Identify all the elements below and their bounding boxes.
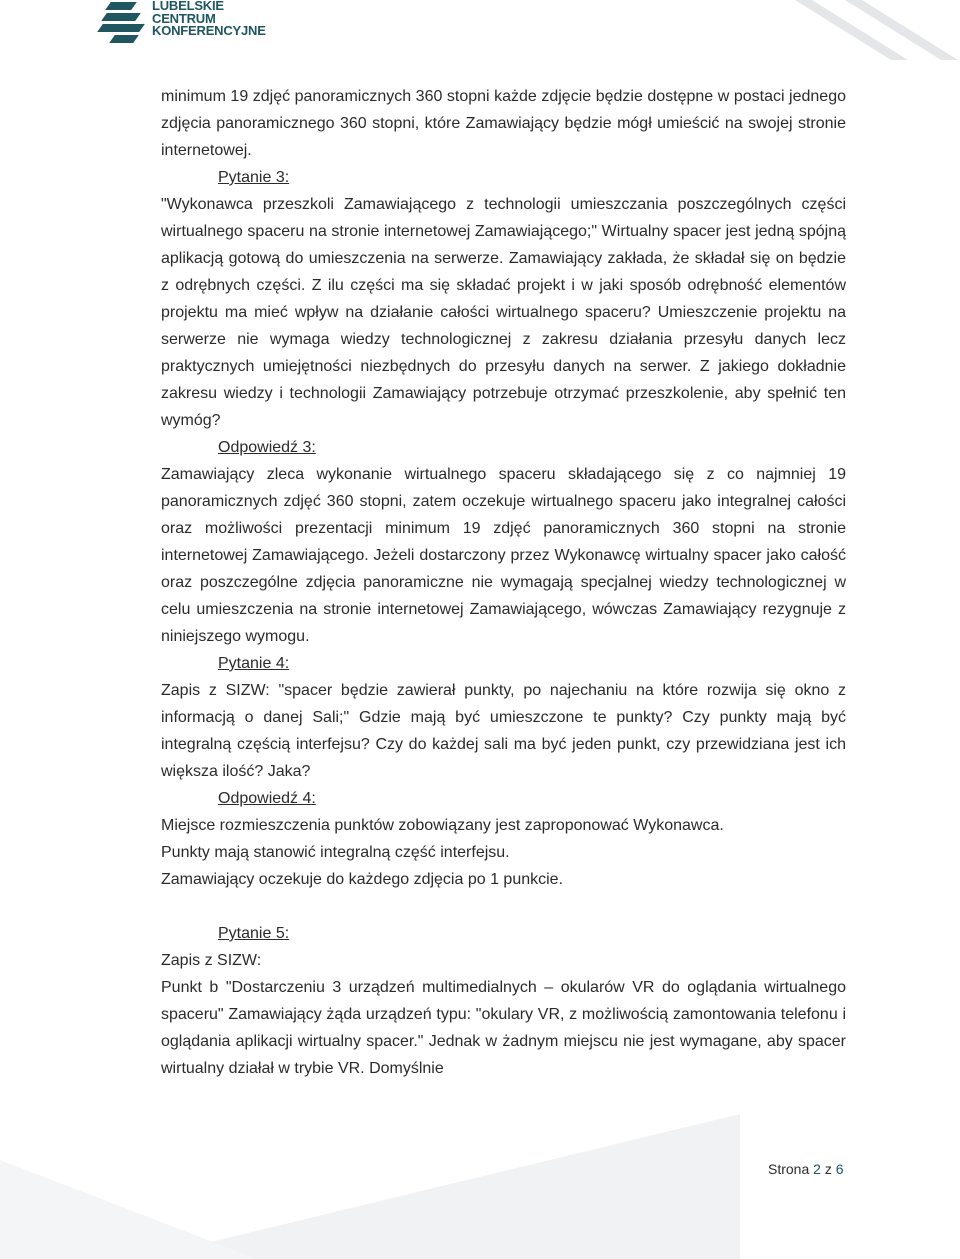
question-4-heading: Pytanie 4: bbox=[218, 655, 290, 672]
logo-mark-icon bbox=[98, 0, 144, 46]
answer-4-line-2: Punkty mają stanowić integralną część interfejsu. bbox=[161, 844, 510, 861]
question-5-source: Zapis z SIZW: bbox=[161, 952, 262, 969]
question-3-text: "Wykonawca przeszkoli Zamawiającego z technologii umieszczania poszczególnych części wirtualnego spaceru na stronie internetowej Zamawiającego;" Wirtualny spacer jest jedną spójną aplikacją gotową do umieszczenia na serwerze. Zamawiający zakłada, że składał się on będzie z odrębnych części. Z ilu części ma się składać projekt i w jaki sposób odrębność elementów projektu ma mieć wpływ na działanie całości wirtualnego spaceru? Umieszczenie projektu na serwerze nie wymaga wiedzy technologicznej z zakresu działania przesyłu danych lecz praktycznych umiejętności niezbędnych do przesyłu danych na serwer. Z jakiego dokładnie zakresu wiedzy i technologii Zamawiający potrzebuje otrzymać przeszkolenie, aby spełnić ten wymóg? bbox=[161, 196, 846, 429]
answer-4-line-1: Miejsce rozmieszczenia punktów zobowiązany jest zaproponować Wykonawca. bbox=[161, 817, 724, 834]
logo-line-1: LUBELSKIE bbox=[152, 0, 224, 13]
page-separator: z bbox=[824, 1161, 832, 1177]
page-number bbox=[768, 1161, 844, 1177]
logo bbox=[98, 0, 266, 46]
answer-4-heading: Odpowiedź 4: bbox=[218, 790, 316, 807]
question-5-heading: Pytanie 5: bbox=[218, 925, 290, 942]
question-4-text: Zapis z SIZW: "spacer będzie zawierał punkty, po najechaniu na które rozwija się okno z informacją o danej Sali;" Gdzie mają być umieszczone te punkty? Czy punkty mają być integralną częścią interfejsu? Czy do każdej sali ma być jeden punkt, czy przewidziana jest ich większa ilość? Jaka? bbox=[161, 682, 846, 780]
current-page: 2 bbox=[813, 1161, 821, 1177]
logo-line-3: KONFERENCYJNE bbox=[152, 23, 266, 38]
intro-paragraph: minimum 19 zdjęć panoramicznych 360 stopni każde zdjęcie będzie dostępne w postaci jednego zdjęcia panoramicznego 360 stopni, które Zamawiający będzie mógł umieścić na swojej stronie internetowej. bbox=[161, 88, 846, 159]
answer-4-line-3: Zamawiający oczekuje do każdego zdjęcia po 1 punkcie. bbox=[161, 871, 564, 888]
blank-line bbox=[161, 893, 846, 920]
answer-3-heading: Odpowiedź 3: bbox=[218, 439, 316, 456]
answer-3-text: Zamawiający zleca wykonanie wirtualnego spaceru składającego się z co najmniej 19 panoramicznych zdjęć 360 stopni, zatem oczekuje wirtualnego spaceru jako integralnej całości oraz możliwości prezentacji minimum 19 zdjęć panoramicznych 360 stopni na stronie internetowej Zamawiającego. Jeżeli dostarczony przez Wykonawcę wirtualny spacer jako całość oraz poszczególne zdjęcia panoramiczne nie wymagają specjalnej wiedzy technologicznej w celu umieszczenia na stronie internetowej Zamawiającego, wówczas Zamawiający rezygnuje z niniejszego wymogu. bbox=[161, 466, 846, 645]
page-label: Strona bbox=[768, 1161, 810, 1177]
footer-decoration bbox=[0, 1100, 960, 1259]
corner-decoration bbox=[760, 0, 960, 60]
total-pages: 6 bbox=[835, 1161, 844, 1177]
logo-text bbox=[152, 0, 266, 38]
document-body bbox=[161, 83, 846, 1082]
logo-line-2: CENTRUM bbox=[152, 10, 216, 26]
question-3-heading: Pytanie 3: bbox=[218, 169, 290, 186]
question-5-text: Punkt b "Dostarczeniu 3 urządzeń multimedialnych – okularów VR do oglądania wirtualnego spaceru" Zamawiający żąda urządzeń typu: "okulary VR, z możliwością zamontowania telefonu i oglądania aplikacji wirtualny spacer." Jednak w żadnym miejscu nie jest wymagane, aby spacer wirtualny działał w trybie VR. Domyślnie bbox=[161, 979, 846, 1077]
